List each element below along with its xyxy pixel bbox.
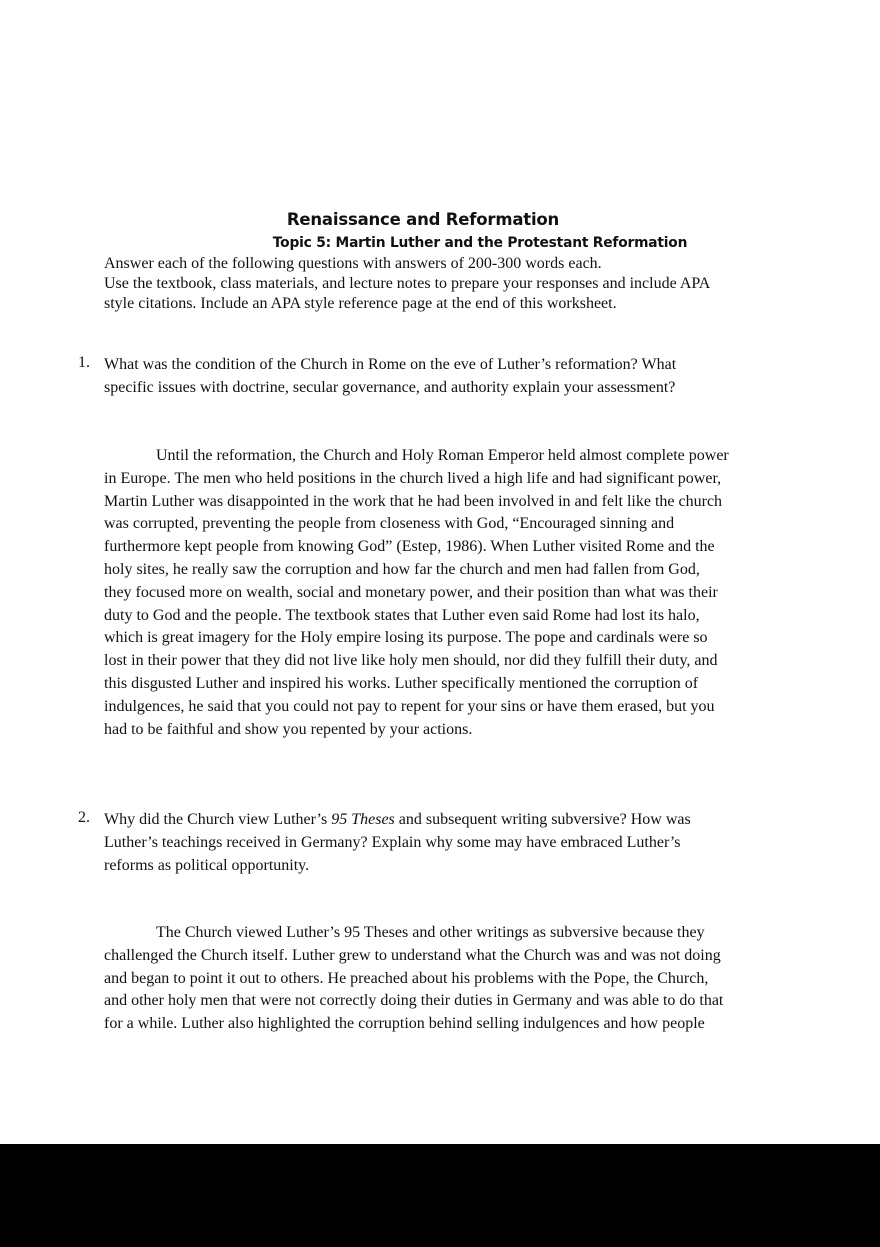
answer-line: furthermore kept people from knowing God” (Estep, 1986). When Luther visited Rome and the	[104, 538, 715, 556]
question-number: 2.	[78, 809, 90, 826]
answer-line: and began to point it out to others. He preached about his problems with the Pope, the Church,	[104, 969, 709, 987]
answer-line: indulgences, he said that you could not pay to repent for your sins or have them erased, but you	[104, 697, 715, 715]
answer-line: and other holy men that were not correctly doing their duties in Germany and was able to do that	[104, 992, 724, 1010]
question-number: 1.	[78, 354, 90, 371]
instructions-line: Answer each of the following questions with answers of 200-300 words each.	[104, 255, 602, 272]
question-text-segment: and subsequent writing subversive? How was	[394, 811, 691, 828]
answer-line: for a while. Luther also highlighted the corruption behind selling indulgences and how people	[104, 1015, 705, 1033]
question-line: What was the condition of the Church in Rome on the eve of Luther’s reformation? What	[104, 356, 677, 373]
question-text-segment: Why did the Church view Luther’s	[104, 811, 332, 828]
answer-line: which is great imagery for the Holy empire losing its purpose. The pope and cardinals were so	[104, 629, 708, 647]
document-title: Renaissance and Reformation	[286, 210, 560, 229]
question-line: Luther’s teachings received in Germany? Explain why some may have embraced Luther’s	[104, 834, 681, 851]
instructions-line: Use the textbook, class materials, and lecture notes to prepare your responses and include APA	[104, 275, 711, 292]
answer-line: challenged the Church itself. Luther grew to understand what the Church was and was not doing	[104, 946, 721, 964]
question-line	[104, 808, 784, 831]
instructions	[104, 254, 784, 314]
question-line: specific issues with doctrine, secular governance, and authority explain your assessment?	[104, 379, 676, 396]
answer-line: Until the reformation, the Church and Holy Roman Emperor held almost complete power	[156, 447, 729, 464]
answer-1	[104, 445, 784, 741]
question-line: reforms as political opportunity.	[104, 857, 310, 874]
question-text	[104, 808, 784, 877]
answer-line: lost in their power that they did not live like holy men should, nor did they fulfill their duty, and	[104, 652, 718, 670]
answer-line: The Church viewed Luther’s 95 Theses and other writings as subversive because they	[156, 924, 705, 941]
answer-line: in Europe. The men who held positions in the church lived a high life and had significant power,	[104, 469, 722, 487]
work-title-italic: 95 Theses	[331, 811, 395, 828]
instructions-line: style citations. Include an APA style reference page at the end of this worksheet.	[104, 295, 617, 312]
answer-2	[104, 922, 784, 1036]
bottom-black-bar	[0, 1144, 880, 1247]
answer-line: they focused more on wealth, social and monetary power, and their position than what was their	[104, 583, 718, 601]
answer-line: duty to God and the people. The textbook states that Luther even said Rome had lost its halo,	[104, 606, 700, 624]
answer-line: Martin Luther was disappointed in the work that he had been involved in and felt like the church	[104, 492, 723, 510]
answer-line: this disgusted Luther and inspired his works. Luther specifically mentioned the corruption of	[104, 674, 699, 692]
answer-line: holy sites, he really saw the corruption and how far the church and men had fallen from God,	[104, 560, 700, 578]
answer-line: was corrupted, preventing the people from closeness with God, “Encouraged sinning and	[104, 515, 675, 533]
answer-line: had to be faithful and show you repented by your actions.	[104, 720, 473, 738]
document-subtitle: Topic 5: Martin Luther and the Protestant Reformation	[272, 235, 688, 251]
question-text	[104, 353, 784, 399]
